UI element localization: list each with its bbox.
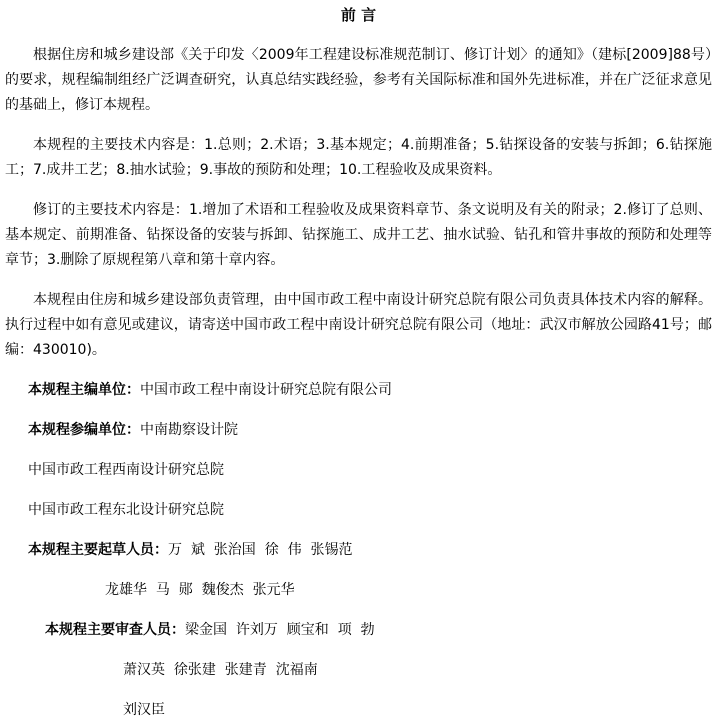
co-editor-unit-line: 中国市政工程东北设计研究总院 bbox=[28, 502, 224, 518]
chief-editor-line bbox=[5, 378, 712, 403]
chief-editor-label: 本规程主编单位： bbox=[28, 382, 140, 398]
paragraph-main-contents: 本规程的主要技术内容是：1.总则；2.术语；3.基本规定；4.前期准备；5.钻探设备的安装与拆卸；6.钻探施工；7.成井工艺；8.抽水试验；9.事故的预防和处理；10.工程验收及成果资料。 bbox=[5, 137, 712, 178]
reviewers-names: 梁金国 许刘万 顾宝和 项 勃 bbox=[185, 622, 375, 638]
reviewers-label: 本规程主要审查人员： bbox=[45, 622, 185, 638]
paragraph-revision-contents: 修订的主要技术内容是：1.增加了术语和工程验收及成果资料章节、条文说明及有关的附录；2.修订了总则、基本规定、前期准备、钻探设备的安装与拆卸、钻探施工、成井工艺、抽水试验、钻孔和管井事故的预防和处理等章节；3.删除了原规程第八章和第十章内容。 bbox=[5, 202, 712, 268]
drafters-names-line: 龙雄华 马 郧 魏俊杰 张元华 bbox=[105, 582, 295, 598]
co-editor-line bbox=[5, 418, 712, 443]
co-editor-label: 本规程参编单位： bbox=[28, 422, 140, 438]
reviewers-line bbox=[5, 618, 712, 643]
reviewers-names-line: 萧汉英 徐张建 张建青 沈福南 bbox=[123, 662, 318, 678]
drafters-label: 本规程主要起草人员： bbox=[28, 542, 168, 558]
drafters-names: 万 斌 张治国 徐 伟 张锡范 bbox=[168, 542, 353, 558]
drafters-line bbox=[5, 538, 712, 563]
paragraph-basis: 根据住房和城乡建设部《关于印发〈2009年工程建设标准规范制订、修订计划〉的通知》（建标[2009]88号）的要求，规程编制组经广泛调查研究，认真总结实践经验，参考有关国际标准和国外先进标准，并在广泛征求意见的基础上，修订本规程。 bbox=[5, 47, 712, 113]
reviewers-names-line: 刘汉臣 bbox=[123, 702, 165, 718]
co-editor-value: 中南勘察设计院 bbox=[140, 422, 238, 438]
co-editor-unit-line: 中国市政工程西南设计研究总院 bbox=[28, 462, 224, 478]
chief-editor-value: 中国市政工程中南设计研究总院有限公司 bbox=[140, 382, 392, 398]
page-title: 前 言 bbox=[340, 6, 377, 24]
paragraph-management-contact: 本规程由住房和城乡建设部负责管理，由中国市政工程中南设计研究总院有限公司负责具体技术内容的解释。执行过程中如有意见或建议，请寄送中国市政工程中南设计研究总院有限公司（地址：武汉市解放公园路41号；邮编：430010)。 bbox=[5, 292, 712, 358]
